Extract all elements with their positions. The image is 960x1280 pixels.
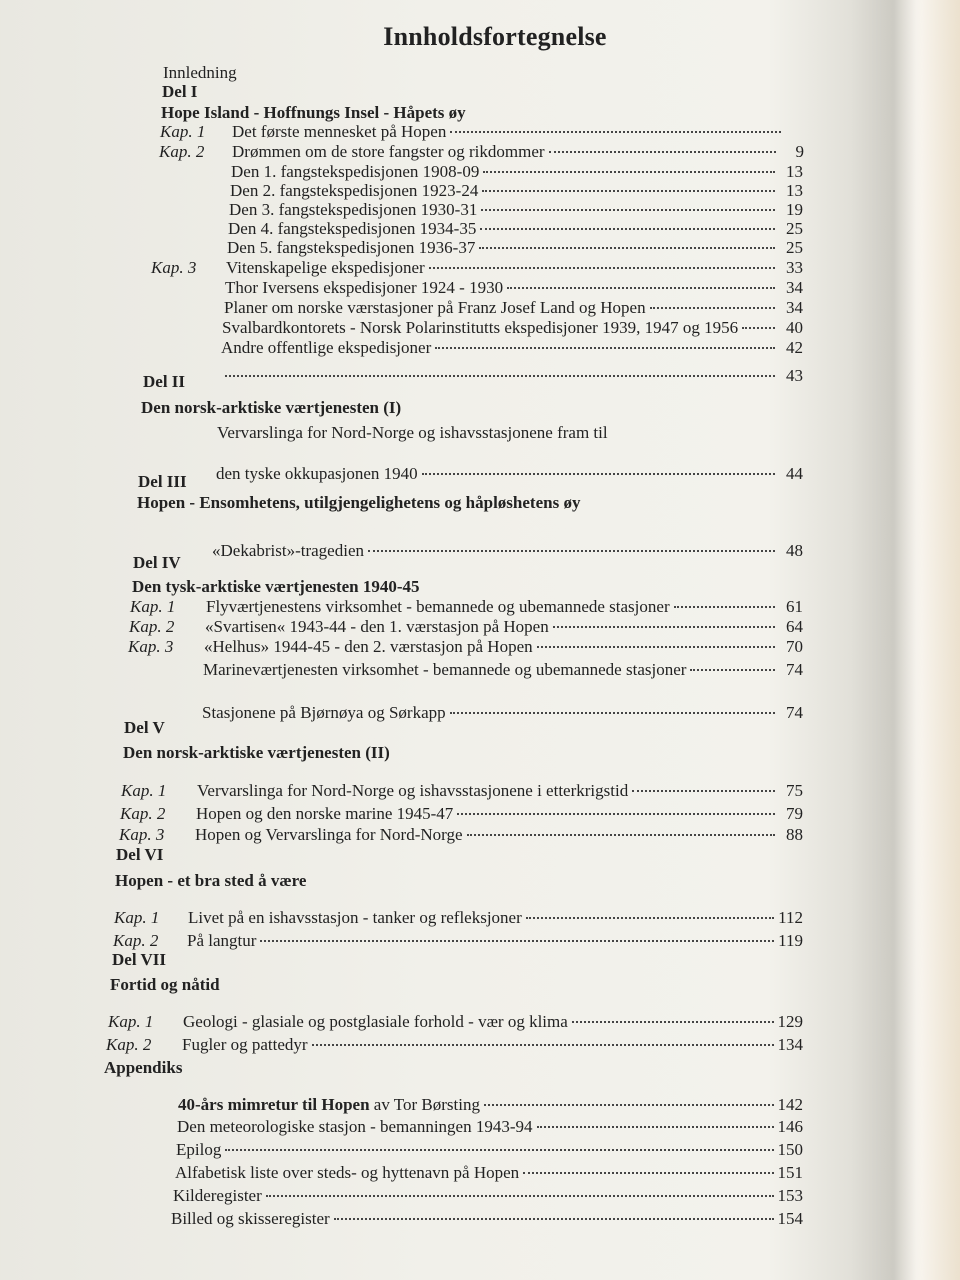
part-heading: Hope Island - Hoffnungs Insel - Håpets øy <box>161 103 466 122</box>
toc-entry <box>203 660 803 680</box>
entry-title: Svalbardkontorets - Norsk Polarinstitutts ekspedisjoner 1939, 1947 og 1956 <box>222 318 739 337</box>
chapter-label: Kap. 2 <box>106 1035 152 1054</box>
page-number: 40 <box>786 318 803 337</box>
dot-leader <box>523 1171 773 1174</box>
entry-title: Epilog <box>176 1140 222 1159</box>
dot-leader <box>334 1217 774 1220</box>
dot-leader <box>467 833 775 836</box>
entry-title: Billed og skisseregister <box>171 1209 330 1228</box>
dot-leader <box>479 246 775 249</box>
entry-title: Den meteorologiske stasjon - bemanningen 1943-94 <box>177 1117 533 1136</box>
dot-leader <box>507 286 775 289</box>
toc-entry <box>128 637 803 657</box>
entry-title: Marineværtjenesten virksomhet - bemannede og ubemannede stasjoner <box>203 660 687 679</box>
page-number: 42 <box>786 338 803 357</box>
dot-leader <box>450 711 775 714</box>
page-number: 13 <box>786 162 803 181</box>
entry-title: Den 4. fangstekspedisjonen 1934-35 <box>228 219 477 238</box>
page-number: 150 <box>777 1140 803 1159</box>
toc-entry <box>212 519 803 561</box>
dot-leader <box>225 1148 773 1151</box>
part-label: Del VII <box>112 950 166 969</box>
entry-title: «Svartisen« 1943-44 - den 1. værstasjon på Hopen <box>205 617 549 636</box>
toc-entry <box>202 683 803 723</box>
toc-entry <box>231 162 803 182</box>
entry-title: Planer om norske værstasjoner på Franz Josef Land og Hopen <box>224 298 646 317</box>
part-label: Appendiks <box>104 1058 183 1077</box>
dot-leader <box>368 549 775 552</box>
toc-entry <box>228 219 803 239</box>
dot-leader <box>482 189 775 192</box>
page-number: 151 <box>777 1163 803 1182</box>
entry-title: Alfabetisk liste over steds- og hyttenavn på Hopen <box>175 1163 520 1182</box>
dot-leader <box>422 472 775 475</box>
page-curl-shadow <box>850 0 960 1280</box>
page-number: 25 <box>786 219 803 238</box>
part-label: Del II <box>143 372 186 391</box>
part-label: Del VI <box>116 845 164 864</box>
page-number: 9 <box>795 142 804 161</box>
entry-title: Vervarslinga for Nord-Norge og ishavsstasjonene i etterkrigstid <box>197 781 629 800</box>
toc-entry <box>178 1095 803 1115</box>
toc-entry <box>221 338 803 358</box>
part-heading: Den norsk-arktiske værtjenesten (II) <box>123 743 390 762</box>
entry-title: Livet på en ishavsstasjon - tanker og refleksjoner <box>188 908 522 927</box>
chapter-label: Kap. 1 <box>114 908 160 927</box>
dot-leader <box>481 208 775 211</box>
page-number: 134 <box>777 1035 803 1054</box>
toc-entry <box>177 1117 803 1137</box>
toc-entry <box>173 1186 803 1206</box>
toc-entry <box>171 1209 803 1229</box>
chapter-label: Kap. 1 <box>121 781 167 800</box>
page-number: 119 <box>778 931 803 950</box>
toc-entry <box>129 617 803 637</box>
toc-entry <box>221 366 803 386</box>
dot-leader <box>484 1103 774 1106</box>
page-number: 19 <box>786 200 803 219</box>
toc-entry <box>113 911 803 951</box>
toc-entry <box>224 298 803 318</box>
chapter-label: Kap. 1 <box>108 1012 154 1031</box>
part-heading: Hopen - et bra sted å være <box>115 871 307 890</box>
entry-title: Drømmen om de store fangster og rikdommer <box>232 142 545 161</box>
entry-title: Geologi - glasiale og postglasiale forhold - vær og klima <box>183 1012 568 1031</box>
entry-title: av Tor Børsting <box>369 1095 480 1114</box>
page-number: 64 <box>786 617 803 636</box>
dot-leader <box>742 326 775 329</box>
page-number: 129 <box>777 1012 803 1031</box>
dot-leader <box>450 130 781 133</box>
entry-title: Stasjonene på Bjørnøya og Sørkapp <box>202 703 446 722</box>
dot-leader <box>690 668 775 671</box>
page-number: 13 <box>786 181 803 200</box>
chapter-label: Kap. 3 <box>128 637 174 656</box>
dot-leader <box>480 227 775 230</box>
dot-leader <box>483 170 775 173</box>
dot-leader <box>225 374 775 377</box>
entry-title: Fugler og pattedyr <box>182 1035 308 1054</box>
toc-entry <box>216 440 803 484</box>
page-number: 146 <box>777 1117 803 1136</box>
entry-title: Den 1. fangstekspedisjonen 1908-09 <box>231 162 480 181</box>
dot-leader <box>549 150 776 153</box>
page-number: 70 <box>786 637 803 656</box>
page-number: 74 <box>786 703 803 722</box>
entry-title: Hopen og den norske marine 1945-47 <box>196 804 454 823</box>
toc-entry <box>227 238 803 258</box>
page-number: 43 <box>786 366 803 385</box>
toc-entry <box>160 122 785 142</box>
part-label: Del III <box>138 472 187 491</box>
page-number: 44 <box>786 464 803 483</box>
part-label: Del I <box>162 82 198 101</box>
entry-title: «Helhus» 1944-45 - den 2. værstasjon på Hopen <box>204 637 533 656</box>
entry-title: Den 2. fangstekspedisjonen 1923-24 <box>230 181 479 200</box>
chapter-label: Kap. 3 <box>151 258 197 277</box>
toc-entry <box>159 142 804 162</box>
entry-title: Den 3. fangstekspedisjonen 1930-31 <box>229 200 478 219</box>
entry-title: Vitenskapelige ekspedisjoner <box>226 258 425 277</box>
toc-entry <box>151 258 803 278</box>
entry-title: Det første mennesket på Hopen <box>232 122 447 141</box>
dot-leader <box>266 1194 774 1197</box>
entry-title: Hopen og Vervarslinga for Nord-Norge <box>195 825 463 844</box>
page-number: 88 <box>786 825 803 844</box>
page-number: 75 <box>786 781 803 800</box>
entry-title: Vervarslinga for Nord-Norge og ishavsstasjonene fram til <box>217 423 608 442</box>
entry-title: den tyske okkupasjonen 1940 <box>216 464 418 483</box>
toc-entry <box>106 1017 803 1055</box>
chapter-label: Kap. 2 <box>120 804 166 823</box>
page-number: 34 <box>786 298 803 317</box>
page-number: 74 <box>786 660 803 679</box>
page-number: 79 <box>786 804 803 823</box>
page-title: Innholdsfortegnelse <box>383 22 607 51</box>
entry-title-bold: 40-års mimretur til Hopen <box>178 1095 370 1114</box>
dot-leader <box>312 1043 774 1046</box>
dot-leader <box>429 266 775 269</box>
page-number: 61 <box>786 597 803 616</box>
chapter-label: Kap. 1 <box>160 122 206 141</box>
entry-title: Thor Iversens ekspedisjoner 1924 - 1930 <box>225 278 504 297</box>
toc-entry <box>176 1140 803 1160</box>
dot-leader <box>537 1125 774 1128</box>
toc-entry <box>130 597 803 617</box>
page-number: 142 <box>777 1095 803 1114</box>
entry-title: Den 5. fangstekspedisjonen 1936-37 <box>227 238 476 257</box>
chapter-label: Kap. 2 <box>129 617 175 636</box>
part-heading: Den tysk-arktiske værtjenesten 1940-45 <box>132 577 420 596</box>
chapter-label: Kap. 3 <box>119 825 165 844</box>
intro-label: Innledning <box>163 63 237 82</box>
page-number: 153 <box>777 1186 803 1205</box>
page-number: 48 <box>786 541 803 560</box>
page-number: 112 <box>778 908 803 927</box>
dot-leader <box>537 645 775 648</box>
part-heading: Den norsk-arktiske værtjenesten (I) <box>141 398 402 417</box>
page-number: 154 <box>777 1209 803 1228</box>
entry-title: «Dekabrist»-tragedien <box>212 541 364 560</box>
entry-title: Kilderegister <box>173 1186 262 1205</box>
toc-entry <box>119 805 803 845</box>
toc-entry <box>225 278 803 298</box>
dot-leader <box>650 306 775 309</box>
dot-leader <box>260 939 774 942</box>
page-number: 33 <box>786 258 803 277</box>
page-number: 25 <box>786 238 803 257</box>
entry-title: Andre offentlige ekspedisjoner <box>221 338 432 357</box>
chapter-label: Kap. 1 <box>130 597 176 616</box>
part-heading: Hopen - Ensomhetens, utilgjengelighetens og håpløshetens øy <box>137 493 581 512</box>
dot-leader <box>674 605 775 608</box>
chapter-label: Kap. 2 <box>113 931 159 950</box>
entry-title: Flyværtjenestens virksomhet - bemannede og ubemannede stasjoner <box>206 597 670 616</box>
dot-leader <box>553 625 775 628</box>
chapter-label: Kap. 2 <box>159 142 205 161</box>
page-number: 34 <box>786 278 803 297</box>
dot-leader <box>435 346 775 349</box>
part-label: Del IV <box>133 553 181 572</box>
part-label: Del V <box>124 718 165 737</box>
toc-entry <box>175 1163 803 1183</box>
part-heading: Fortid og nåtid <box>110 975 220 994</box>
toc-entry <box>229 200 803 220</box>
entry-title: På langtur <box>187 931 257 950</box>
toc-entry <box>230 181 803 201</box>
toc-entry <box>222 318 803 338</box>
